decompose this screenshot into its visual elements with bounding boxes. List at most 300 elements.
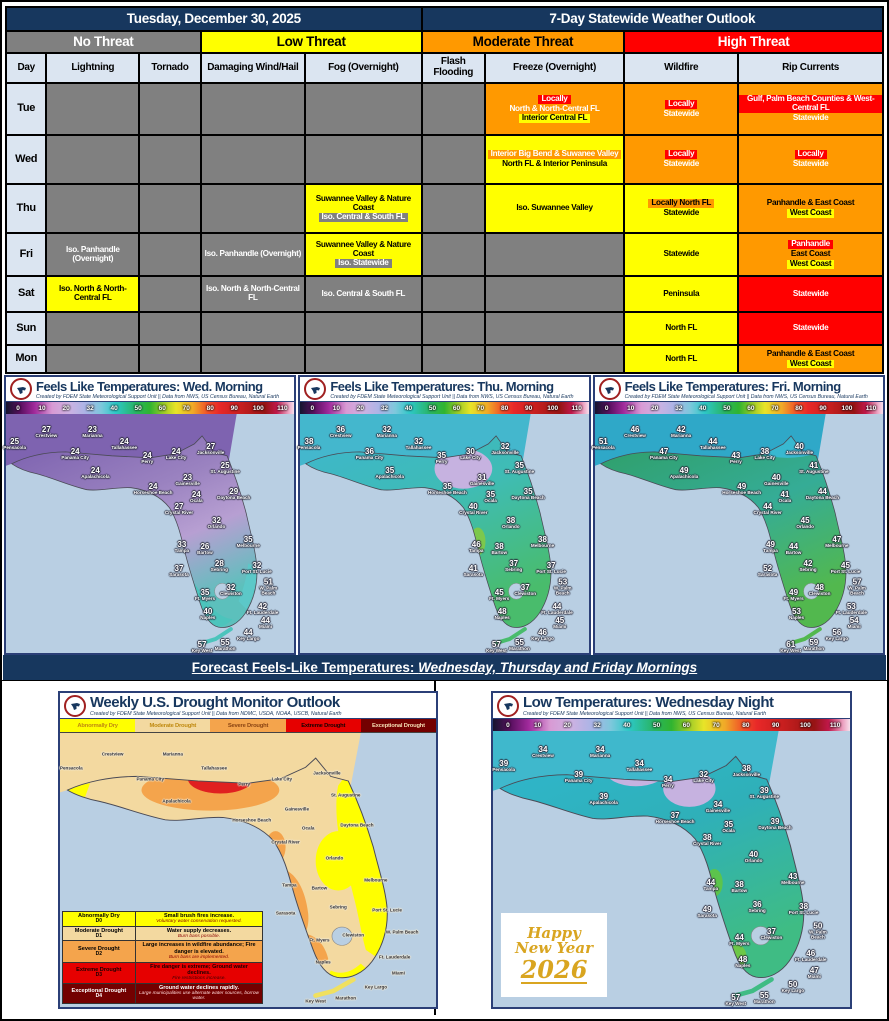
colorbar-tick: 60 <box>682 721 690 729</box>
city-name: Orlando <box>207 524 226 530</box>
city-name: Marianna <box>82 433 103 439</box>
colorbar-tick: 32 <box>593 721 601 729</box>
city-name: Ocala <box>190 497 203 503</box>
city-temp: 41 <box>780 489 790 499</box>
colorbar-tick: 70 <box>476 404 485 412</box>
city-temp: 53 <box>846 602 856 612</box>
city-name: Port St. Lucie <box>372 907 402 913</box>
city-name: Apalachicola <box>375 473 404 479</box>
fdem-logo-icon <box>599 378 621 400</box>
city-name: Daytona Beach <box>511 495 545 501</box>
city-temp: 35 <box>515 461 524 471</box>
day-label: Tue <box>6 83 46 135</box>
city-temp: 45 <box>841 561 850 571</box>
city-name: Naples <box>200 614 216 620</box>
city-name: Clewiston <box>760 935 783 941</box>
city-name: Marianna <box>162 751 183 757</box>
city-temp: 40 <box>794 441 804 451</box>
map-credit: Created by FDEM State Meteorological Support Unit || Data from NWS, US Census Bureau, Natural Earth <box>624 393 868 400</box>
city-name: Crestview <box>329 433 352 439</box>
city-temp: 49 <box>737 482 747 492</box>
city-temp: 34 <box>538 745 548 755</box>
day-label: Wed <box>6 135 46 184</box>
map-credit: Created by FDEM State Meteorological Support Unit || Data from NWS, US Census Bureau, Natural Earth <box>36 393 280 400</box>
florida-map-low <box>493 731 850 1007</box>
city-temp: 36 <box>336 425 346 435</box>
city-name: St. Augustine <box>749 794 780 800</box>
cell-thu-wildfire <box>624 184 738 233</box>
city-name: Crystal River <box>164 509 194 515</box>
city-name: Sarasota <box>275 910 296 916</box>
threat-text: Statewide <box>792 112 829 122</box>
cell-mon-freeze-overnight <box>485 345 624 373</box>
colorbar-tick: 110 <box>571 404 582 412</box>
city-name: Crestview <box>101 751 124 757</box>
city-name: Marianna <box>671 433 692 439</box>
city-temp: 50 <box>813 922 823 932</box>
colorbar-tick: 50 <box>653 721 661 729</box>
colorbar-tick: 100 <box>547 404 559 412</box>
city-temp: 38 <box>734 880 744 890</box>
drought-title: Weekly U.S. Drought Monitor Outlook <box>90 694 340 711</box>
drought-panel <box>58 691 438 1009</box>
city-temp: 59 <box>809 637 819 647</box>
low-temps-panel <box>491 691 852 1009</box>
threat-level-row <box>6 31 883 53</box>
table-title-row <box>6 7 883 31</box>
colorbar-tick: 80 <box>500 404 509 412</box>
city-temp: 23 <box>183 472 193 482</box>
colorbar-tick: 50 <box>428 404 437 412</box>
city-temp: 51 <box>598 437 608 447</box>
column-header-wildfire: Wildfire <box>624 53 738 83</box>
city-temp: 35 <box>486 489 496 499</box>
colorbar-tick: 32 <box>86 404 94 412</box>
city-name: Crestview <box>532 753 554 759</box>
temperature-colorbar <box>6 402 294 414</box>
outlook-row-sat <box>6 276 883 312</box>
column-header-flash-flooding: Flash Flooding <box>422 53 485 83</box>
florida-map-drought <box>60 733 436 1007</box>
cell-wed-lightning <box>46 135 139 184</box>
florida-map-fri <box>591 414 883 654</box>
threat-chip: West Coast <box>787 360 834 369</box>
cell-tue-wildfire <box>624 83 738 135</box>
colorbar-tick: 90 <box>772 721 780 729</box>
city-temp: 35 <box>437 451 447 461</box>
city-name: Sebring <box>799 567 817 573</box>
threat-text: Iso. Suwannee Valley <box>516 203 593 213</box>
column-header-freeze-overnight: Freeze (Overnight) <box>485 53 624 83</box>
city-name: Clewiston <box>220 590 242 596</box>
threat-text: Iso. North & North-Central FL <box>206 284 300 302</box>
cell-sat-tornado <box>139 276 200 312</box>
drought-desc-line1: Fire danger is extreme; Ground water declines. <box>150 963 248 976</box>
date-title: Tuesday, December 30, 2025 <box>6 7 422 31</box>
city-name: Sebring <box>505 567 523 573</box>
city-name: Gainesville <box>469 480 495 486</box>
city-name: Lake City <box>271 776 293 782</box>
city-name: Pensacola <box>3 445 27 451</box>
city-temp: 41 <box>468 563 478 573</box>
happy-line1: Happy <box>527 923 581 942</box>
city-temp: 32 <box>212 516 221 526</box>
city-name: St. Augustine <box>799 469 829 475</box>
city-name: Apalachicola <box>589 800 618 806</box>
map-title: Feels Like Temperatures: Wed. Morning <box>36 378 263 394</box>
colorbar-tick: 70 <box>712 721 720 729</box>
fdem-logo-icon <box>497 695 519 717</box>
cell-fri-damaging-wind-hail <box>201 233 305 276</box>
city-name: Daytona Beach <box>758 824 792 830</box>
threat-chip: West Coast <box>787 209 834 218</box>
drought-legend-row-d2 <box>63 941 262 962</box>
colorbar-tick: 10 <box>38 404 46 412</box>
cell-wed-wildfire <box>624 135 738 184</box>
city-temp: 42 <box>258 602 268 612</box>
city-name: Perry <box>141 459 154 465</box>
city-name: Gainesville <box>764 480 789 486</box>
cell-mon-wildfire <box>624 345 738 373</box>
city-temp: 34 <box>713 800 723 810</box>
colorbar-tick: 80 <box>742 721 750 729</box>
city-name: Melbourne <box>825 543 849 549</box>
cell-sat-wildfire <box>624 276 738 312</box>
city-temp: 38 <box>506 516 516 526</box>
city-name: Ft. Lauderdale <box>541 610 573 616</box>
threat-chip: Gulf, Palm Beach Counties & West-Central FL <box>739 95 882 113</box>
drought-code: D0 <box>95 917 103 924</box>
city-name: Tampa <box>174 547 190 553</box>
colorbar-tick: 20 <box>651 404 659 412</box>
city-name: Crystal River <box>693 841 722 847</box>
city-name: Panama City <box>650 454 678 460</box>
threat-level-low-threat: Low Threat <box>201 31 422 53</box>
cell-tue-fog-overnight <box>305 83 422 135</box>
bottom-section <box>2 680 887 1015</box>
city-name: W. Palm Beach <box>259 586 278 596</box>
city-temp: 37 <box>546 561 556 571</box>
threat-text: Suwannee Valley & Nature Coast <box>315 239 411 258</box>
city-name: Crestview <box>624 433 646 439</box>
city-name: Sebring <box>210 567 228 573</box>
outlook-row-fri <box>6 233 883 276</box>
map-panel-fri-header <box>595 377 883 402</box>
city-temp: 39 <box>770 816 780 826</box>
cell-sun-damaging-wind-hail <box>201 312 305 345</box>
drought-code: D3 <box>95 971 103 978</box>
city-name: Crystal River <box>753 509 782 515</box>
colorbar-tick: 10 <box>534 721 542 729</box>
colorbar-tick: 0 <box>16 404 20 412</box>
city-temp: 41 <box>809 461 819 471</box>
threat-chip: Locally <box>538 95 570 104</box>
cell-thu-lightning <box>46 184 139 233</box>
drought-legend-label <box>63 941 136 961</box>
colorbar-tick: 70 <box>771 404 779 412</box>
city-temp: 47 <box>809 965 819 975</box>
threat-level-moderate-threat: Moderate Threat <box>422 31 625 53</box>
city-name: Apalachicola <box>81 473 110 479</box>
city-name: Tallahassee <box>700 445 726 451</box>
drought-scale-moderate-drought: Moderate Drought <box>135 719 210 732</box>
drought-label: Severe Drought <box>78 945 120 952</box>
city-temp: 46 <box>630 425 640 435</box>
city-temp: 24 <box>70 446 80 456</box>
city-name: Bartow <box>197 550 213 556</box>
day-label: Thu <box>6 184 46 233</box>
column-header-fog-overnight: Fog (Overnight) <box>305 53 422 83</box>
drought-desc-line2: Large municipalities use alternate water sources, borrow water. <box>139 990 259 1002</box>
colorbar-tick: 20 <box>563 721 571 729</box>
city-name: Sarasota <box>169 571 189 577</box>
city-name: Bartow <box>731 888 748 894</box>
cell-thu-flash-flooding <box>422 184 485 233</box>
city-name: Marathon <box>335 995 357 1001</box>
outlook-table-body <box>6 83 883 373</box>
city-name: Gainesville <box>705 808 731 814</box>
city-temp: 49 <box>679 465 689 475</box>
threat-chip: Panhandle <box>788 240 833 249</box>
temperature-colorbar <box>300 402 588 414</box>
city-name: Tallahassee <box>201 765 228 771</box>
city-name: Port St. Lucie <box>242 569 272 575</box>
cell-thu-tornado <box>139 184 200 233</box>
threat-chip: Locally <box>795 150 827 159</box>
threat-text: Statewide <box>792 288 829 298</box>
cell-tue-tornado <box>139 83 200 135</box>
city-temp: 34 <box>595 745 605 755</box>
fdem-logo-icon <box>304 378 326 400</box>
florida-map-wed <box>3 414 294 654</box>
drought-desc-line2: Voluntary water conservation requested. <box>156 919 242 925</box>
day-label: Sat <box>6 276 46 312</box>
temperature-colorbar <box>595 402 883 414</box>
day-label: Fri <box>6 233 46 276</box>
happy-line2: New Year <box>515 939 593 958</box>
drought-desc-line2: Fire restrictions increase. <box>172 976 226 982</box>
city-temp: 57 <box>852 578 862 588</box>
drought-legend-label <box>63 963 136 983</box>
map-panel-fri <box>593 375 885 655</box>
city-temp: 38 <box>538 535 547 545</box>
city-name: Melbourne <box>236 543 260 549</box>
cell-fri-fog-overnight <box>305 233 422 276</box>
city-temp: 37 <box>174 563 184 573</box>
drought-label: Exceptional Drought <box>71 987 127 994</box>
city-name: Apalachicola <box>162 797 191 803</box>
city-name: Pensacola <box>492 766 516 772</box>
threat-level-no-threat: No Threat <box>6 31 201 53</box>
cell-thu-damaging-wind-hail <box>201 184 305 233</box>
city-name: Ft. Myers <box>783 595 804 601</box>
city-temp: 44 <box>708 437 718 447</box>
colorbar-tick: 40 <box>623 721 631 729</box>
cell-wed-tornado <box>139 135 200 184</box>
city-temp: 44 <box>552 602 562 612</box>
city-temp: 51 <box>263 578 273 588</box>
city-name: St. Augustine <box>210 469 240 475</box>
city-temp: 32 <box>500 441 510 451</box>
colorbar-tick: 60 <box>452 404 461 412</box>
city-temp: 43 <box>731 451 741 461</box>
cell-sun-freeze-overnight <box>485 312 624 345</box>
city-name: Jacksonville <box>491 449 519 455</box>
threat-text: Statewide <box>663 249 699 259</box>
city-temp: 44 <box>706 877 716 887</box>
caption-prefix: Forecast Feels-Like Temperatures: <box>191 660 419 675</box>
drought-legend-label <box>63 984 136 1003</box>
city-temp: 46 <box>538 628 547 638</box>
column-header-rip-currents: Rip Currents <box>738 53 883 83</box>
city-temp: 36 <box>365 446 374 456</box>
cell-tue-damaging-wind-hail <box>201 83 305 135</box>
city-name: Ocala <box>301 825 315 831</box>
city-name: Key West <box>191 648 213 654</box>
city-name: Miami <box>847 624 861 630</box>
fdem-logo-icon <box>10 378 32 400</box>
city-temp: 54 <box>849 616 859 626</box>
threat-text: North FL <box>665 323 698 333</box>
city-name: W. Palm Beach <box>385 929 419 935</box>
cell-sun-fog-overnight <box>305 312 422 345</box>
city-name: Melbourne <box>781 880 805 886</box>
happy-new-year-graphic <box>501 913 607 997</box>
city-name: Perry <box>435 459 448 465</box>
city-temp: 44 <box>734 932 744 942</box>
drought-desc-line2: Burn bans possible. <box>177 933 221 939</box>
city-name: Ft. Lauderdale <box>835 610 867 616</box>
city-name: Key West <box>780 648 802 654</box>
cell-tue-rip-currents <box>738 83 883 135</box>
day-label: Sun <box>6 312 46 345</box>
cell-sun-lightning <box>46 312 139 345</box>
cell-mon-tornado <box>139 345 200 373</box>
city-temp: 30 <box>465 446 475 456</box>
city-name: Clewiston <box>514 590 537 596</box>
column-header-row <box>6 53 883 83</box>
city-name: Crestview <box>35 433 58 439</box>
cell-wed-damaging-wind-hail <box>201 135 305 184</box>
threat-chip: Locally <box>665 150 697 159</box>
city-name: Ocala <box>722 827 735 833</box>
city-name: Port St. Lucie <box>536 569 566 575</box>
city-temp: 55 <box>220 637 230 647</box>
cell-fri-lightning <box>46 233 139 276</box>
colorbar-tick: 40 <box>110 404 118 412</box>
drought-legend-desc <box>136 927 263 941</box>
colorbar-tick: 20 <box>356 404 365 412</box>
happy-line3: 2026 <box>520 955 588 985</box>
city-name: Ocala <box>778 497 792 503</box>
threat-chip: Interior Central FL <box>519 114 590 123</box>
threat-text: Iso. North & North-Central FL <box>59 284 127 302</box>
drought-legend-row-d1 <box>63 927 262 942</box>
colorbar-tick: 110 <box>865 404 877 412</box>
city-temp: 34 <box>634 758 644 768</box>
city-name: Panama City <box>564 777 593 783</box>
city-temp: 44 <box>763 501 773 511</box>
cell-tue-lightning <box>46 83 139 135</box>
drought-code: D2 <box>95 950 103 957</box>
city-temp: 39 <box>759 786 769 796</box>
city-name: Tallahassee <box>111 445 138 451</box>
city-name: Horseshoe Beach <box>133 490 173 496</box>
threat-chip: Iso. Central & South FL <box>319 213 409 222</box>
city-name: Ft. Myers <box>194 595 216 601</box>
threat-text: Statewide <box>663 108 699 118</box>
city-temp: 24 <box>148 482 158 492</box>
cell-sat-fog-overnight <box>305 276 422 312</box>
city-temp: 42 <box>803 559 813 569</box>
colorbar-tick: 80 <box>795 404 803 412</box>
city-temp: 33 <box>177 539 187 549</box>
city-temp: 40 <box>203 606 213 616</box>
city-temp: 48 <box>815 582 824 592</box>
city-name: Melbourne <box>530 543 555 549</box>
drought-legend-row-d0 <box>63 912 262 927</box>
city-name: Lake City <box>460 454 481 460</box>
cell-sun-flash-flooding <box>422 312 485 345</box>
city-temp: 24 <box>191 489 201 499</box>
city-temp: 38 <box>742 764 751 774</box>
city-temp: 44 <box>817 487 827 497</box>
outlook-row-wed <box>6 135 883 184</box>
threat-level-high-threat: High Threat <box>624 31 883 53</box>
city-name: Horseshoe Beach <box>427 490 467 496</box>
threat-text: Statewide <box>792 323 829 333</box>
city-name: Pensacola <box>591 445 615 451</box>
city-name: Ft. Lauderdale <box>795 957 827 963</box>
drought-desc-line1: Water supply decreases. <box>166 927 232 934</box>
threat-chip: Locally <box>665 100 697 109</box>
city-name: Panama City <box>61 454 89 460</box>
city-temp: 37 <box>766 927 776 937</box>
city-name: Ft. Lauderdale <box>378 954 411 960</box>
colorbar-tick: 10 <box>332 404 340 412</box>
city-temp: 47 <box>659 446 669 456</box>
drought-legend-desc <box>136 984 263 1003</box>
city-name: Panama City <box>136 776 165 782</box>
threat-text: North FL & Interior Peninsula <box>502 159 607 168</box>
drought-legend-table <box>62 911 263 1004</box>
city-temp: 49 <box>702 905 712 915</box>
map-credit: Created by FDEM State Meteorological Support Unit || Data from NWS, US Census Bureau, Natural Earth <box>330 393 574 400</box>
city-temp: 36 <box>752 899 762 909</box>
city-temp: 35 <box>523 487 533 497</box>
threat-text: Iso. Panhandle (Overnight) <box>66 244 120 263</box>
threat-text: Iso. Central & South FL <box>321 288 406 298</box>
city-name: Bartow <box>785 550 802 556</box>
threat-text: North FL <box>665 353 698 363</box>
column-header-day: Day <box>6 53 46 83</box>
city-temp: 35 <box>385 465 395 475</box>
cell-tue-flash-flooding <box>422 83 485 135</box>
colorbar-tick: 20 <box>62 404 70 412</box>
city-temp: 55 <box>759 990 769 1000</box>
city-temp: 29 <box>229 487 239 497</box>
city-name: Marathon <box>214 645 236 651</box>
city-temp: 39 <box>574 769 584 779</box>
drought-label: Abnormally Dry <box>78 912 120 919</box>
city-temp: 46 <box>806 949 816 959</box>
city-temp: 38 <box>304 437 314 447</box>
city-name: Pensacola <box>59 765 83 771</box>
city-name: Daytona Beach <box>217 495 251 501</box>
colorbar-tick: 110 <box>277 404 288 412</box>
city-name: Tallahassee <box>626 766 653 772</box>
cell-wed-rip-currents <box>738 135 883 184</box>
